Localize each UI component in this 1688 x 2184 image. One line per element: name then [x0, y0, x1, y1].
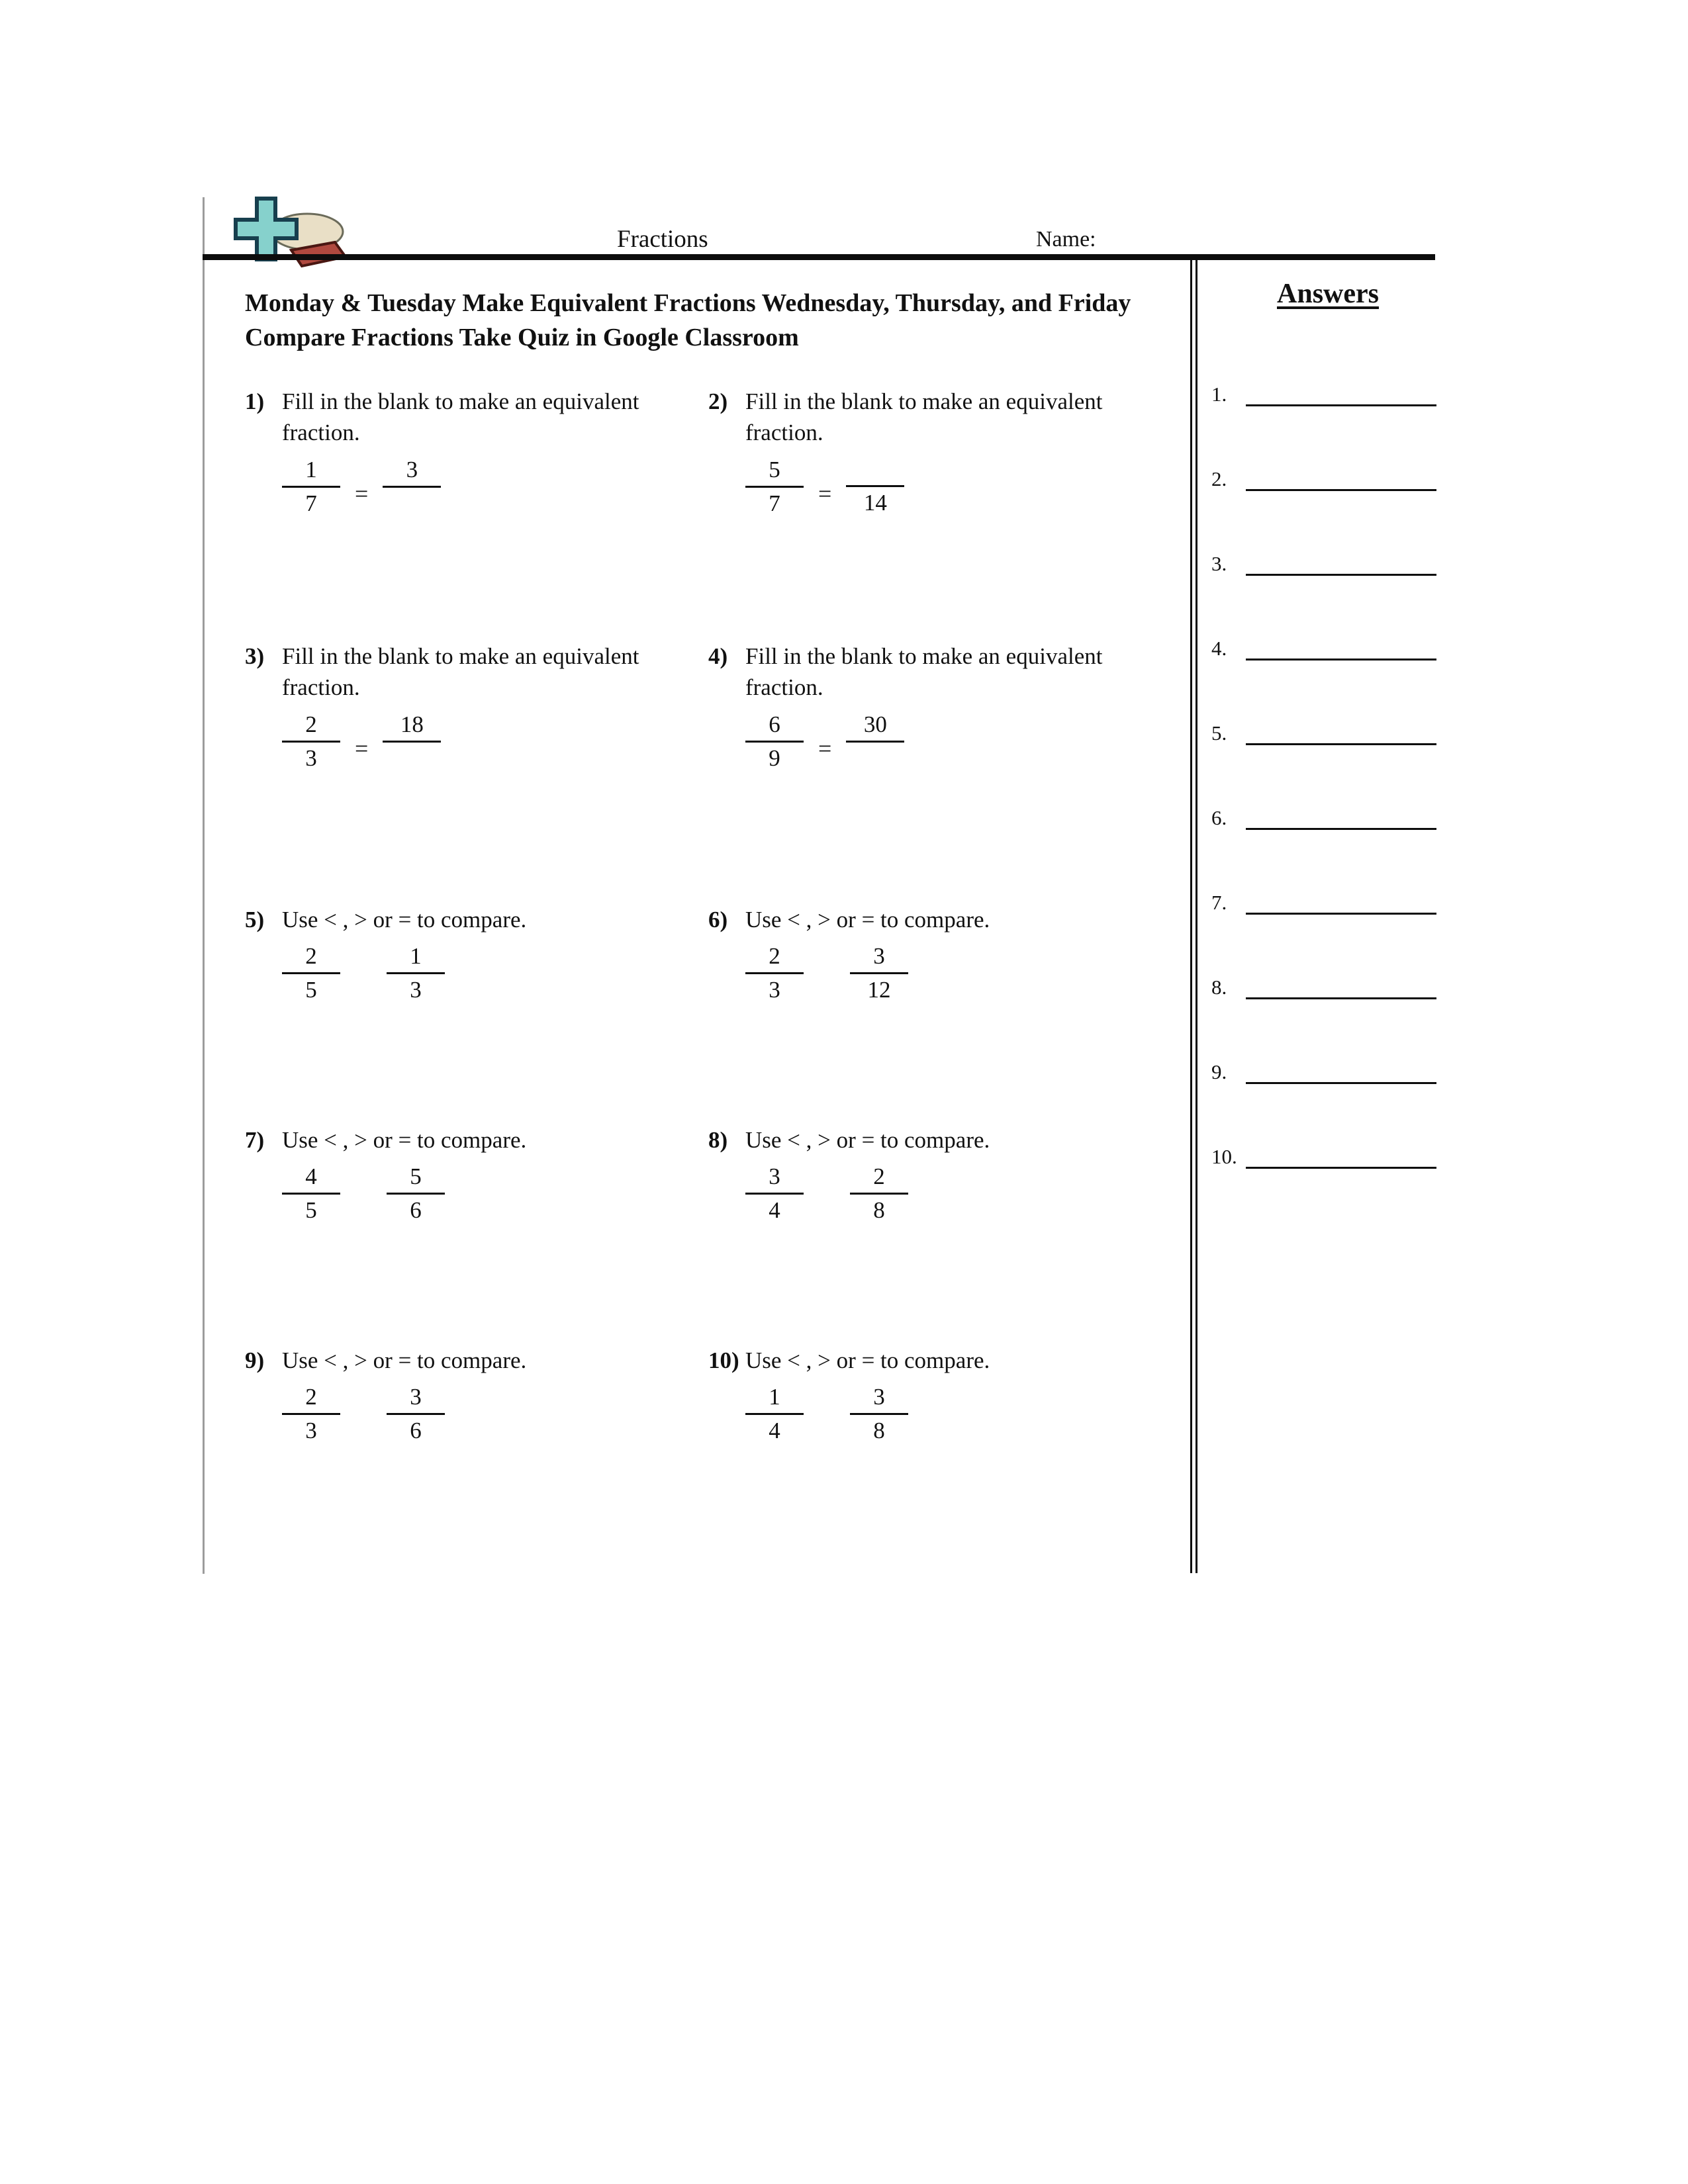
answers-column: [1211, 278, 1444, 1226]
answer-blank-line: [1246, 721, 1436, 745]
fraction-right: [383, 709, 441, 774]
problem-number: 10): [708, 1347, 739, 1373]
fraction-left: [282, 709, 340, 774]
problem-4: [708, 641, 1172, 904]
problem-prompt: [245, 904, 708, 936]
answer-row-5: [1211, 717, 1444, 745]
denominator: 14: [863, 489, 887, 516]
fraction-left: [282, 1381, 340, 1447]
answer-row-8: [1211, 972, 1444, 999]
problem-prompt: [708, 386, 1172, 449]
page-title: Fractions: [617, 226, 708, 253]
numerator: 4: [282, 1161, 340, 1195]
problem-work: [745, 940, 1172, 1006]
numerator: 18: [383, 709, 441, 743]
denominator: 7: [305, 490, 317, 517]
answer-number: 1.: [1211, 383, 1227, 406]
numerator: 1: [282, 454, 340, 488]
problem-text: Use < , > or = to compare.: [745, 906, 990, 933]
numerator: 30: [846, 709, 904, 743]
numerator: 1: [387, 940, 445, 974]
answer-row-7: [1211, 887, 1444, 915]
answer-blank-line: [1246, 1060, 1436, 1084]
problem-prompt: [245, 386, 708, 449]
problem-number: 5): [245, 906, 265, 933]
math-symbols-clipart-icon: [230, 195, 351, 275]
denominator-blank: [383, 743, 441, 774]
problem-6: [708, 904, 1172, 1124]
problem-text: Fill in the blank to make an equivalent fraction.: [745, 643, 1103, 701]
problem-7: [245, 1124, 708, 1345]
numerator: 2: [282, 709, 340, 743]
problem-number: 7): [245, 1126, 265, 1153]
problem-number: 8): [708, 1126, 728, 1153]
problem-3: [245, 641, 708, 904]
equals-sign: =: [818, 480, 832, 507]
fraction-left: [282, 940, 340, 1006]
numerator: 1: [745, 1381, 804, 1415]
denominator: 3: [305, 1418, 317, 1444]
numerator: 3: [745, 1161, 804, 1195]
equals-sign: =: [818, 735, 832, 762]
fraction-left: [282, 454, 340, 520]
numerator: 2: [282, 1381, 340, 1415]
answer-blank-line: [1246, 891, 1436, 915]
math-symbols-icon-graphic: [230, 195, 351, 275]
problem-work: [282, 1161, 708, 1226]
answer-number: 9.: [1211, 1060, 1227, 1083]
fraction-right: [846, 455, 904, 519]
denominator-blank: [846, 743, 904, 774]
problems-area: [245, 286, 1172, 1447]
fraction-right: [387, 940, 445, 1006]
problem-8: [708, 1124, 1172, 1345]
denominator: 4: [769, 1418, 780, 1444]
answer-row-9: [1211, 1056, 1444, 1084]
fraction-right: [850, 1381, 908, 1447]
problem-text: Use < , > or = to compare.: [282, 906, 527, 933]
problem-prompt: [708, 904, 1172, 936]
denominator: 5: [305, 1197, 317, 1224]
fraction-left: [745, 709, 804, 774]
instructions-line-2: Compare Fractions Take Quiz in Google Classroom: [245, 324, 799, 352]
numerator: 2: [282, 940, 340, 974]
answer-row-4: [1211, 633, 1444, 660]
denominator: 6: [410, 1197, 422, 1224]
answer-row-10: [1211, 1141, 1444, 1169]
fraction-right: [850, 940, 908, 1006]
problem-text: Fill in the blank to make an equivalent fraction.: [282, 643, 639, 701]
fraction-right: [387, 1381, 445, 1447]
problem-text: Use < , > or = to compare.: [745, 1126, 990, 1153]
problem-prompt: [245, 1345, 708, 1377]
problem-5: [245, 904, 708, 1124]
instructions-line-1: Monday & Tuesday Make Equivalent Fractions Wednesday, Thursday, and Friday: [245, 289, 1131, 317]
problem-number: 3): [245, 643, 265, 669]
fraction-left: [745, 1161, 804, 1226]
answer-blank-line: [1246, 383, 1436, 406]
answer-number: 4.: [1211, 637, 1227, 660]
denominator: 8: [873, 1197, 885, 1224]
denominator: 5: [305, 977, 317, 1003]
answer-row-6: [1211, 802, 1444, 830]
problem-number: 6): [708, 906, 728, 933]
equals-sign: =: [355, 735, 369, 762]
answer-number: 2.: [1211, 467, 1227, 490]
problem-9: [245, 1345, 708, 1447]
problem-text: Use < , > or = to compare.: [282, 1126, 527, 1153]
problem-number: 4): [708, 643, 728, 669]
problem-prompt: [708, 641, 1172, 704]
problem-10: [708, 1345, 1172, 1447]
answer-blank-line: [1246, 467, 1436, 491]
numerator-blank: [846, 455, 904, 487]
fraction-right: [846, 709, 904, 774]
problem-number: 9): [245, 1347, 265, 1373]
answer-number: 6.: [1211, 806, 1227, 829]
fraction-left: [282, 1161, 340, 1226]
problem-text: Use < , > or = to compare.: [282, 1347, 527, 1373]
fraction-left: [745, 454, 804, 520]
denominator: 7: [769, 490, 780, 517]
denominator: 8: [873, 1418, 885, 1444]
instructions: [245, 286, 1172, 355]
problems-grid: [245, 386, 1172, 1447]
answer-blank-line: [1246, 1145, 1436, 1169]
numerator: 3: [387, 1381, 445, 1415]
answer-blank-line: [1246, 637, 1436, 660]
problem-number: 1): [245, 388, 265, 414]
numerator: 2: [745, 940, 804, 974]
fraction-left: [745, 1381, 804, 1447]
problem-prompt: [245, 1124, 708, 1156]
problem-work: [745, 1381, 1172, 1447]
answer-number: 5.: [1211, 721, 1227, 745]
problem-work: [282, 709, 708, 774]
problem-work: [282, 940, 708, 1006]
problem-text: Use < , > or = to compare.: [745, 1347, 990, 1373]
answer-row-1: [1211, 379, 1444, 406]
denominator: 3: [305, 745, 317, 772]
problem-prompt: [708, 1345, 1172, 1377]
answer-number: 3.: [1211, 552, 1227, 575]
answer-row-3: [1211, 548, 1444, 576]
problem-1: [245, 386, 708, 641]
problem-prompt: [245, 641, 708, 704]
numerator: 2: [850, 1161, 908, 1195]
problem-text: Fill in the blank to make an equivalent fraction.: [282, 388, 639, 446]
answers-list: [1211, 379, 1444, 1169]
problem-work: [745, 709, 1172, 774]
fraction-right: [850, 1161, 908, 1226]
problem-work: [745, 1161, 1172, 1226]
denominator: 12: [867, 977, 891, 1003]
numerator: 5: [745, 454, 804, 488]
problem-work: [282, 1381, 708, 1447]
name-label: Name:: [1036, 227, 1096, 251]
numerator: 3: [850, 940, 908, 974]
denominator: 3: [769, 977, 780, 1003]
problem-work: [745, 454, 1172, 520]
answer-blank-line: [1246, 976, 1436, 999]
denominator: 9: [769, 745, 780, 772]
problem-prompt: [708, 1124, 1172, 1156]
numerator: 3: [383, 454, 441, 488]
answer-blank-line: [1246, 806, 1436, 830]
answers-heading: Answers: [1277, 279, 1379, 309]
numerator: 5: [387, 1161, 445, 1195]
numerator: 3: [850, 1381, 908, 1415]
answer-number: 7.: [1211, 891, 1227, 914]
problem-text: Fill in the blank to make an equivalent fraction.: [745, 388, 1103, 446]
fraction-right: [383, 454, 441, 520]
denominator-blank: [383, 488, 441, 520]
denominator: 6: [410, 1418, 422, 1444]
problem-work: [282, 454, 708, 520]
numerator: 6: [745, 709, 804, 743]
denominator: 3: [410, 977, 422, 1003]
answer-number: 10.: [1211, 1145, 1237, 1168]
problem-2: [708, 386, 1172, 641]
answers-divider: [1190, 260, 1197, 1573]
page-left-border: [203, 197, 205, 1574]
header-rule: [203, 254, 1435, 260]
answer-number: 8.: [1211, 976, 1227, 999]
equals-sign: =: [355, 480, 369, 507]
answer-row-2: [1211, 463, 1444, 491]
fraction-left: [745, 940, 804, 1006]
denominator: 4: [769, 1197, 780, 1224]
fraction-right: [387, 1161, 445, 1226]
answer-blank-line: [1246, 552, 1436, 576]
problem-number: 2): [708, 388, 728, 414]
